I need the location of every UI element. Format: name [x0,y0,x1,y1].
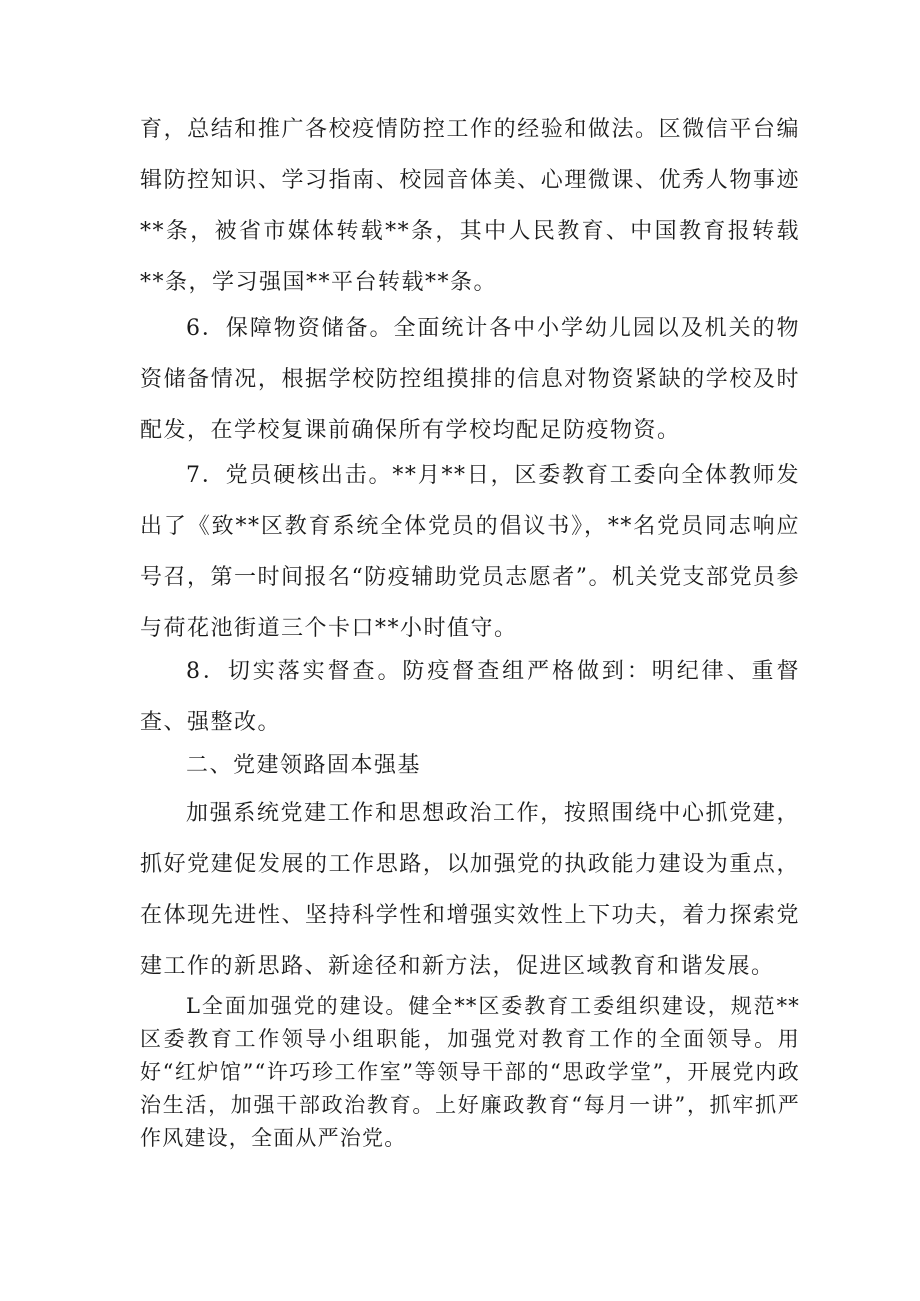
paragraph-item-8 [140,646,800,748]
paragraph-text: 6．保障物资储备。全面统计各中小学幼儿园以及机关的物资储备情况，根据学校防控组摸排的信息对物资紧缺的学校及时配发，在学校复课前确保所有学校均配足防疫物资。 [140,316,800,443]
paragraph-item-7 [140,450,800,654]
paragraph-item-1 [140,990,800,1155]
paragraph-text: L全面加强党的建设。健全**区委教育工委组织建设，规范**区委教育工作领导小组职能，加强党对教育工作的全面领导。用好“红炉馆”“许巧珍工作室”等领导干部的“思政学堂”，开展党内政治生活，加强干部政治教育。上好廉政教育“每月一讲”，抓牢抓严作风建设，全面从严治党。 [140,994,800,1150]
paragraph-text: 加强系统党建工作和思想政治工作，按照围绕中心抓党建，抓好党建促发展的工作思路，以加强党的执政能力建设为重点，在体现先进性、坚持科学性和增强实效性上下功夫，着力探索党建工作的新思路、新途径和新方法，促进区域教育和谐发展。 [140,801,800,979]
paragraph-section-intro [140,788,800,992]
section-heading-text: 二、党建领路固本强基 [186,753,422,778]
paragraph-item-6 [140,303,800,456]
paragraph-text: 育，总结和推广各校疫情防控工作的经验和做法。区微信平台编辑防控知识、学习指南、校园音体美、心理微课、优秀人物事迹**条，被省市媒体转载**条，其中人民教育、中国教育报转载**条，学习强国**平台转载**条。 [140,117,800,295]
paragraph-text: 8．切实落实督查。防疫督查组严格做到：明纪律、重督查、强整改。 [140,659,800,735]
paragraph-continuation [140,104,800,308]
paragraph-text: 7．党员硬核出击。**月**日，区委教育工委向全体教师发出了《致**区教育系统全体党员的倡议书》，**名党员同志响应号召，第一时间报名“防疫辅助党员志愿者”。机关党支部党员参与荷花池街道三个卡口**小时值守。 [140,463,800,641]
section-heading [140,740,800,791]
